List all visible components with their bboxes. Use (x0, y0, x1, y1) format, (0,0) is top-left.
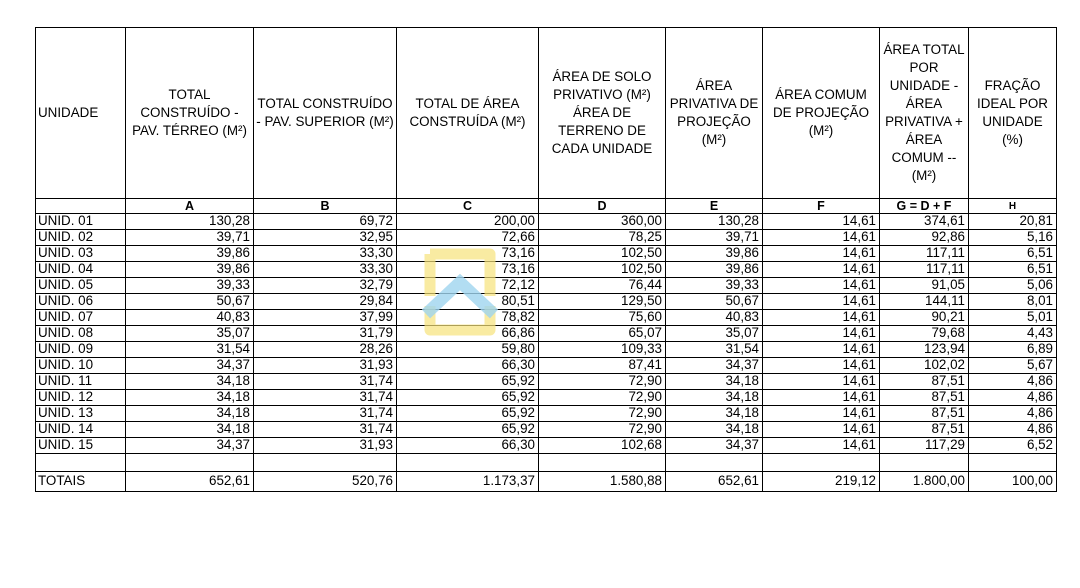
value-cell: 31,93 (254, 438, 397, 454)
total-value-cell: 652,61 (126, 472, 254, 492)
value-cell: 59,80 (397, 342, 539, 358)
table-row (36, 294, 1057, 310)
value-cell: 109,33 (539, 342, 666, 358)
value-cell: 117,29 (880, 438, 969, 454)
value-cell: 6,89 (969, 342, 1057, 358)
value-cell: 40,83 (666, 310, 763, 326)
letter-cell: H (969, 199, 1057, 214)
value-cell: 102,50 (539, 262, 666, 278)
value-cell: 200,00 (397, 214, 539, 230)
unit-name-cell: UNID. 05 (36, 278, 126, 294)
table-row (36, 342, 1057, 358)
value-cell: 6,51 (969, 262, 1057, 278)
unit-name-cell: UNID. 08 (36, 326, 126, 342)
value-cell: 33,30 (254, 262, 397, 278)
value-cell: 39,71 (666, 230, 763, 246)
value-cell: 65,92 (397, 406, 539, 422)
header-area-privativa: ÁREA PRIVATIVA DE PROJEÇÃO (M²) (666, 28, 763, 199)
value-cell: 75,60 (539, 310, 666, 326)
empty-cell (880, 454, 969, 472)
value-cell: 65,92 (397, 422, 539, 438)
value-cell: 66,86 (397, 326, 539, 342)
value-cell: 102,02 (880, 358, 969, 374)
empty-cell (36, 454, 126, 472)
value-cell: 39,86 (666, 262, 763, 278)
value-cell: 4,86 (969, 390, 1057, 406)
table-row (36, 438, 1057, 454)
value-cell: 34,37 (666, 358, 763, 374)
value-cell: 87,51 (880, 374, 969, 390)
value-cell: 72,90 (539, 406, 666, 422)
value-cell: 79,68 (880, 326, 969, 342)
value-cell: 66,30 (397, 438, 539, 454)
area-table (35, 27, 1057, 492)
table-row (36, 262, 1057, 278)
value-cell: 40,83 (126, 310, 254, 326)
spacer-row (36, 454, 1057, 472)
value-cell: 374,61 (880, 214, 969, 230)
value-cell: 14,61 (763, 438, 880, 454)
value-cell: 66,30 (397, 358, 539, 374)
totals-label: TOTAIS (36, 472, 126, 492)
unit-name-cell: UNID. 06 (36, 294, 126, 310)
value-cell: 34,37 (126, 358, 254, 374)
value-cell: 102,50 (539, 246, 666, 262)
unit-name-cell: UNID. 14 (36, 422, 126, 438)
empty-cell (539, 454, 666, 472)
value-cell: 90,21 (880, 310, 969, 326)
value-cell: 14,61 (763, 406, 880, 422)
value-cell: 6,51 (969, 246, 1057, 262)
value-cell: 31,54 (666, 342, 763, 358)
value-cell: 31,74 (254, 422, 397, 438)
value-cell: 50,67 (126, 294, 254, 310)
header-terreo: TOTAL CONSTRUÍDO - PAV. TÉRREO (M²) (126, 28, 254, 199)
value-cell: 72,90 (539, 422, 666, 438)
value-cell: 4,86 (969, 406, 1057, 422)
value-cell: 32,95 (254, 230, 397, 246)
value-cell: 87,41 (539, 358, 666, 374)
header-area-total: ÁREA TOTAL POR UNIDADE - ÁREA PRIVATIVA + ÁREA COMUM -- (M²) (880, 28, 969, 199)
value-cell: 34,18 (666, 374, 763, 390)
table-row (36, 374, 1057, 390)
value-cell: 144,11 (880, 294, 969, 310)
value-cell: 102,68 (539, 438, 666, 454)
letter-cell (36, 199, 126, 214)
value-cell: 87,51 (880, 406, 969, 422)
value-cell: 5,06 (969, 278, 1057, 294)
value-cell: 130,28 (666, 214, 763, 230)
value-cell: 32,79 (254, 278, 397, 294)
value-cell: 14,61 (763, 214, 880, 230)
total-value-cell: 100,00 (969, 472, 1057, 492)
unit-name-cell: UNID. 04 (36, 262, 126, 278)
total-value-cell: 1.173,37 (397, 472, 539, 492)
value-cell: 14,61 (763, 342, 880, 358)
value-cell: 31,79 (254, 326, 397, 342)
value-cell: 31,74 (254, 406, 397, 422)
empty-cell (397, 454, 539, 472)
value-cell: 4,43 (969, 326, 1057, 342)
table-row (36, 278, 1057, 294)
value-cell: 360,00 (539, 214, 666, 230)
value-cell: 14,61 (763, 422, 880, 438)
value-cell: 129,50 (539, 294, 666, 310)
table-row (36, 230, 1057, 246)
value-cell: 117,11 (880, 246, 969, 262)
value-cell: 34,37 (126, 438, 254, 454)
value-cell: 5,67 (969, 358, 1057, 374)
empty-cell (763, 454, 880, 472)
letter-cell: G = D + F (880, 199, 969, 214)
header-row (36, 28, 1057, 199)
value-cell: 39,86 (126, 262, 254, 278)
value-cell: 65,92 (397, 390, 539, 406)
value-cell: 5,16 (969, 230, 1057, 246)
value-cell: 87,51 (880, 390, 969, 406)
table-row (36, 326, 1057, 342)
empty-cell (254, 454, 397, 472)
unit-name-cell: UNID. 09 (36, 342, 126, 358)
value-cell: 39,71 (126, 230, 254, 246)
value-cell: 29,84 (254, 294, 397, 310)
total-value-cell: 1.580,88 (539, 472, 666, 492)
value-cell: 14,61 (763, 278, 880, 294)
value-cell: 73,16 (397, 262, 539, 278)
table-row (36, 358, 1057, 374)
header-fracao-ideal: FRAÇÃO IDEAL POR UNIDADE (%) (969, 28, 1057, 199)
header-area-comum: ÁREA COMUM DE PROJEÇÃO (M²) (763, 28, 880, 199)
value-cell: 72,66 (397, 230, 539, 246)
unit-name-cell: UNID. 11 (36, 374, 126, 390)
value-cell: 76,44 (539, 278, 666, 294)
value-cell: 65,92 (397, 374, 539, 390)
value-cell: 28,26 (254, 342, 397, 358)
value-cell: 34,18 (126, 406, 254, 422)
table-body (36, 199, 1057, 492)
letter-cell: B (254, 199, 397, 214)
unit-name-cell: UNID. 03 (36, 246, 126, 262)
table-row (36, 406, 1057, 422)
value-cell: 72,90 (539, 390, 666, 406)
value-cell: 14,61 (763, 358, 880, 374)
table-row (36, 310, 1057, 326)
header-total-construida: TOTAL DE ÁREA CONSTRUÍDA (M²) (397, 28, 539, 199)
letter-cell: C (397, 199, 539, 214)
unit-name-cell: UNID. 13 (36, 406, 126, 422)
table-row (36, 246, 1057, 262)
value-cell: 130,28 (126, 214, 254, 230)
value-cell: 20,81 (969, 214, 1057, 230)
value-cell: 78,82 (397, 310, 539, 326)
value-cell: 34,37 (666, 438, 763, 454)
value-cell: 37,99 (254, 310, 397, 326)
value-cell: 72,90 (539, 374, 666, 390)
value-cell: 14,61 (763, 246, 880, 262)
letter-cell: A (126, 199, 254, 214)
value-cell: 39,33 (666, 278, 763, 294)
value-cell: 65,07 (539, 326, 666, 342)
value-cell: 14,61 (763, 262, 880, 278)
value-cell: 34,18 (666, 390, 763, 406)
column-letter-row (36, 199, 1057, 214)
value-cell: 6,52 (969, 438, 1057, 454)
table-row (36, 214, 1057, 230)
value-cell: 14,61 (763, 390, 880, 406)
value-cell: 8,01 (969, 294, 1057, 310)
value-cell: 4,86 (969, 422, 1057, 438)
total-value-cell: 520,76 (254, 472, 397, 492)
value-cell: 14,61 (763, 294, 880, 310)
letter-cell: E (666, 199, 763, 214)
table-row (36, 422, 1057, 438)
totals-row (36, 472, 1057, 492)
empty-cell (666, 454, 763, 472)
letter-cell: D (539, 199, 666, 214)
empty-cell (969, 454, 1057, 472)
value-cell: 14,61 (763, 326, 880, 342)
value-cell: 31,74 (254, 390, 397, 406)
value-cell: 14,61 (763, 310, 880, 326)
value-cell: 91,05 (880, 278, 969, 294)
value-cell: 92,86 (880, 230, 969, 246)
value-cell: 39,86 (126, 246, 254, 262)
header-superior: TOTAL CONSTRUÍDO - PAV. SUPERIOR (M²) (254, 28, 397, 199)
value-cell: 33,30 (254, 246, 397, 262)
value-cell: 14,61 (763, 230, 880, 246)
value-cell: 69,72 (254, 214, 397, 230)
value-cell: 4,86 (969, 374, 1057, 390)
value-cell: 34,18 (126, 374, 254, 390)
value-cell: 72,12 (397, 278, 539, 294)
unit-name-cell: UNID. 10 (36, 358, 126, 374)
value-cell: 78,25 (539, 230, 666, 246)
header-solo-privativo: ÁREA DE SOLO PRIVATIVO (M²) ÁREA DE TERRENO DE CADA UNIDADE (539, 28, 666, 199)
unit-name-cell: UNID. 07 (36, 310, 126, 326)
value-cell: 35,07 (126, 326, 254, 342)
value-cell: 31,74 (254, 374, 397, 390)
total-value-cell: 219,12 (763, 472, 880, 492)
value-cell: 34,18 (666, 406, 763, 422)
unit-name-cell: UNID. 15 (36, 438, 126, 454)
value-cell: 34,18 (126, 422, 254, 438)
value-cell: 50,67 (666, 294, 763, 310)
value-cell: 34,18 (666, 422, 763, 438)
value-cell: 5,01 (969, 310, 1057, 326)
header-unidade: UNIDADE (36, 28, 126, 199)
value-cell: 39,33 (126, 278, 254, 294)
unit-name-cell: UNID. 02 (36, 230, 126, 246)
value-cell: 31,93 (254, 358, 397, 374)
value-cell: 87,51 (880, 422, 969, 438)
total-value-cell: 1.800,00 (880, 472, 969, 492)
value-cell: 35,07 (666, 326, 763, 342)
table-row (36, 390, 1057, 406)
value-cell: 34,18 (126, 390, 254, 406)
empty-cell (126, 454, 254, 472)
unit-name-cell: UNID. 12 (36, 390, 126, 406)
value-cell: 14,61 (763, 374, 880, 390)
value-cell: 39,86 (666, 246, 763, 262)
value-cell: 80,51 (397, 294, 539, 310)
value-cell: 117,11 (880, 262, 969, 278)
letter-cell: F (763, 199, 880, 214)
value-cell: 123,94 (880, 342, 969, 358)
total-value-cell: 652,61 (666, 472, 763, 492)
unit-name-cell: UNID. 01 (36, 214, 126, 230)
value-cell: 31,54 (126, 342, 254, 358)
value-cell: 73,16 (397, 246, 539, 262)
